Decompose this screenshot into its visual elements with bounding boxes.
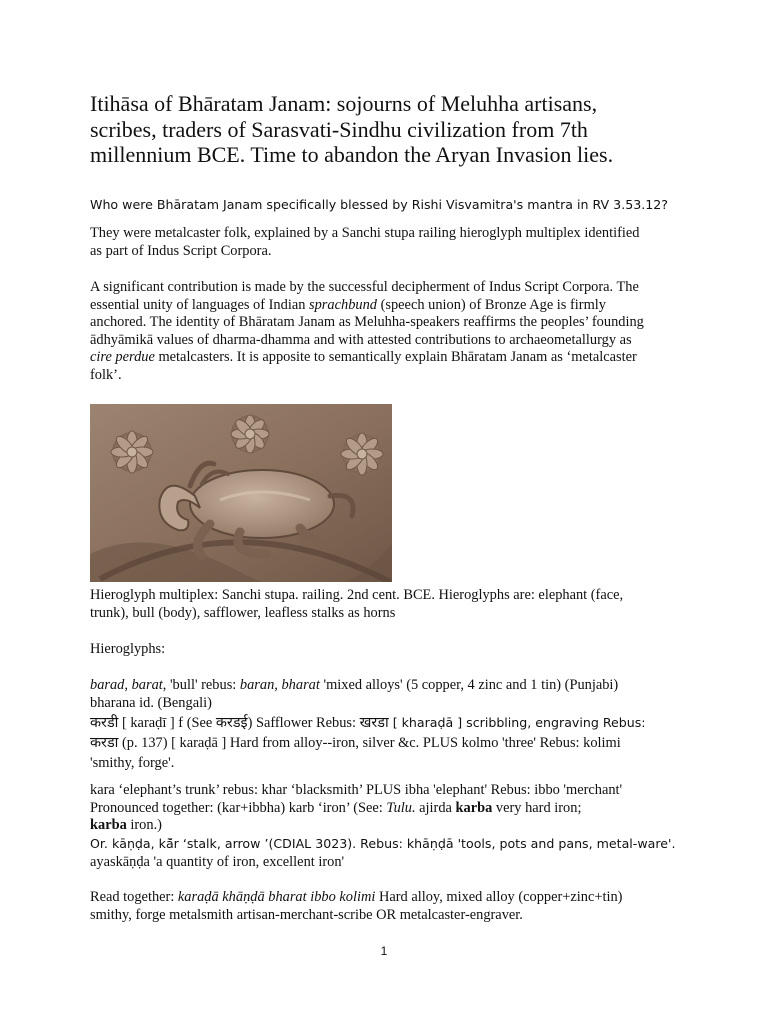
text-run: metalcasters. It is apposite to semantically explain Bhāratam Janam as ‘metalcaster (154, 349, 637, 366)
text-run: (p. 137) [ karaḍā ] Hard from alloy--iron, silver &c. PLUS kolmo 'three' Rebus: kolimi (118, 735, 621, 751)
italic-term: cire perdue (90, 349, 155, 366)
kanda-entry (90, 835, 690, 871)
text-line: bharana id. (Bengali) (90, 694, 212, 711)
text-run: 'mixed alloys' (5 copper, 4 zinc and 1 tin) (Punjabi) (319, 677, 619, 693)
page-number: 1 (380, 944, 388, 958)
read-together-paragraph (90, 889, 690, 924)
devanagari-term: करडी (90, 715, 119, 731)
barad-entry (90, 677, 690, 712)
text-run: Read together: (90, 889, 178, 905)
text-run: essential unity of languages of Indian (90, 296, 310, 313)
italic-term: Tulu. (386, 799, 416, 816)
contribution-paragraph (90, 279, 690, 385)
text-run: Pronounced together: (kar+ibbha) karb ‘iron’ (See: (90, 799, 387, 816)
italic-term: karaḍā khāṇḍā bharat ibbo kolimi (177, 889, 376, 905)
title-line: Itihāsa of Bhāratam Janam: sojourns of Meluhha artisans, (90, 91, 598, 116)
intro-paragraph (90, 225, 690, 260)
italic-term: barad, barat (90, 677, 163, 693)
question-paragraph: Who were Bhāratam Janam specifically blessed by Rishi Visvamitra's mantra in RV 3.53.12? (90, 197, 668, 212)
text-run: , 'bull' rebus: (162, 677, 240, 693)
text-line: folk’. (90, 366, 122, 383)
text-line: A significant contribution is made by the successful decipherment of Indus Script Corpora. The (90, 279, 639, 295)
text-line: 'smithy, forge'. (90, 755, 175, 771)
text-run: Or. kāṇḍa, kā̆r ‘stalk, arrow ’(CDIAL 3023) (90, 836, 353, 851)
devanagari-term: करडा (90, 735, 119, 751)
text-run: very hard iron; (492, 799, 582, 816)
text-line: ayaskāṇḍa 'a quantity of iron, excellent iron' (90, 853, 345, 870)
document-title (90, 91, 690, 168)
italic-term: sprachbund (309, 296, 377, 313)
title-line: millennium BCE. Time to abandon the Aryan Invasion lies. (90, 142, 614, 167)
devanagari-term: खरडा (359, 715, 389, 731)
text-run: Hard alloy, mixed alloy (copper+zinc+tin) (375, 889, 623, 905)
text-line: kara ‘elephant’s trunk’ rebus: khar ‘blacksmith’ PLUS ibha 'elephant' Rebus: ibbo 'merchant' (90, 782, 623, 798)
devanagari-term: करडई (215, 715, 248, 731)
image-caption (90, 587, 690, 622)
text-run: [ kharaḍā ] scribbling, engraving Rebus: (388, 715, 646, 730)
kara-entry (90, 782, 690, 835)
text-run: ) Safflower Rebus: (247, 715, 360, 731)
text-run: [ karaḍī ] f (See (118, 715, 216, 731)
karadi-entry (90, 713, 690, 773)
text-line: as part of Indus Script Corpora. (90, 242, 272, 259)
text-run: iron.) (126, 817, 162, 834)
bold-term: karba (90, 817, 127, 834)
text-line: trunk), bull (body), safflower, leafless stalks as horns (90, 604, 396, 621)
italic-term: baran, bharat (239, 677, 320, 693)
text-run: (speech union) of Bronze Age is firmly (376, 296, 606, 313)
text-line: anchored. The identity of Bhāratam Janam as Meluhha-speakers reaffirms the peoples’ founding (90, 314, 644, 331)
bold-term: karba (455, 799, 493, 816)
text-line: ādhyāmikā values of dharma-dhamma and with attested contributions to archaeometallurgy as (90, 331, 632, 348)
text-line: smithy, forge metalsmith artisan-merchant-scribe OR metalcaster-engraver. (90, 906, 523, 923)
section-heading: Hieroglyphs: (90, 641, 166, 657)
text-line: Hieroglyph multiplex: Sanchi stupa. railing. 2nd cent. BCE. Hieroglyphs are: elephant (face, (90, 587, 624, 603)
text-run: ajirda (415, 799, 456, 816)
sanchi-relief-photo (90, 404, 392, 582)
title-line: scribes, traders of Sarasvati-Sindhu civilization from 7th (90, 116, 588, 142)
text-line: They were metalcaster folk, explained by a Sanchi stupa railing hieroglyph multiplex identified (90, 225, 640, 241)
text-run: . Rebus: khāṇḍā 'tools, pots and pans, metal-ware'. (352, 836, 676, 851)
